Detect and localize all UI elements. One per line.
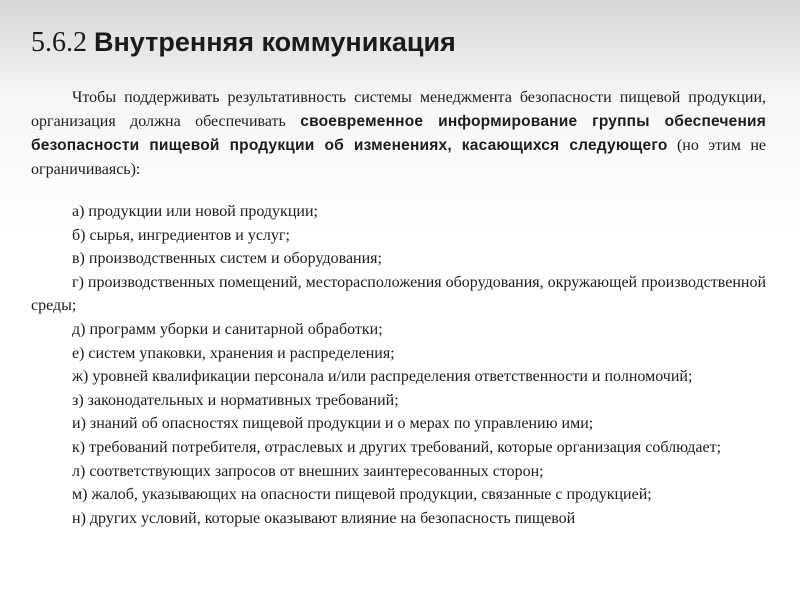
list-item: е) систем упаковки, хранения и распределения;: [72, 344, 395, 362]
intro-paragraph: [31, 86, 766, 182]
list-item: д) программ уборки и санитарной обработки;: [72, 320, 383, 338]
list-item: з) законодательных и нормативных требований;: [72, 391, 399, 409]
list-item: к) требований потребителя, отраслевых и других требований, которые организация соблюдает;: [72, 438, 722, 456]
list-item: в) производственных систем и оборудования;: [72, 250, 382, 268]
list-item: а) продукции или новой продукции;: [72, 203, 318, 220]
list-item: г) производственных помещений, месторасположения оборудования, окружающей производственной среды;: [31, 273, 767, 315]
section-title: Внутренняя коммуникация: [94, 27, 456, 57]
section-number: 5.6.2: [31, 27, 87, 58]
list-item: м) жалоб, указывающих на опасности пищевой продукции, связанные с продукцией;: [72, 486, 652, 504]
intro-bold: своевременное информирование группы обеспечения безопасности пищевой продукции об изменениях, касающихся следующего: [31, 113, 766, 154]
slide-title: [31, 24, 456, 61]
list-item: б) сырья, ингредиентов и услуг;: [72, 226, 290, 244]
list-item: л) соответствующих запросов от внешних заинтересованных сторон;: [72, 462, 544, 480]
changes-list: [31, 200, 766, 530]
list-item: и) знаний об опасностях пищевой продукции и о мерах по управлению ими;: [72, 415, 594, 433]
intro-lead: Чтобы поддерживать результативность системы менеджмента безопасности пищевой продукции, организация должна обеспечивать: [31, 89, 766, 130]
intro-tail: (но этим не ограничиваясь):: [31, 137, 766, 178]
list-item: н) других условий, которые оказывают влияние на безопасность пищевой: [72, 509, 576, 527]
list-item: ж) уровней квалификации персонала и/или распределения ответственности и полномочий;: [72, 368, 693, 386]
